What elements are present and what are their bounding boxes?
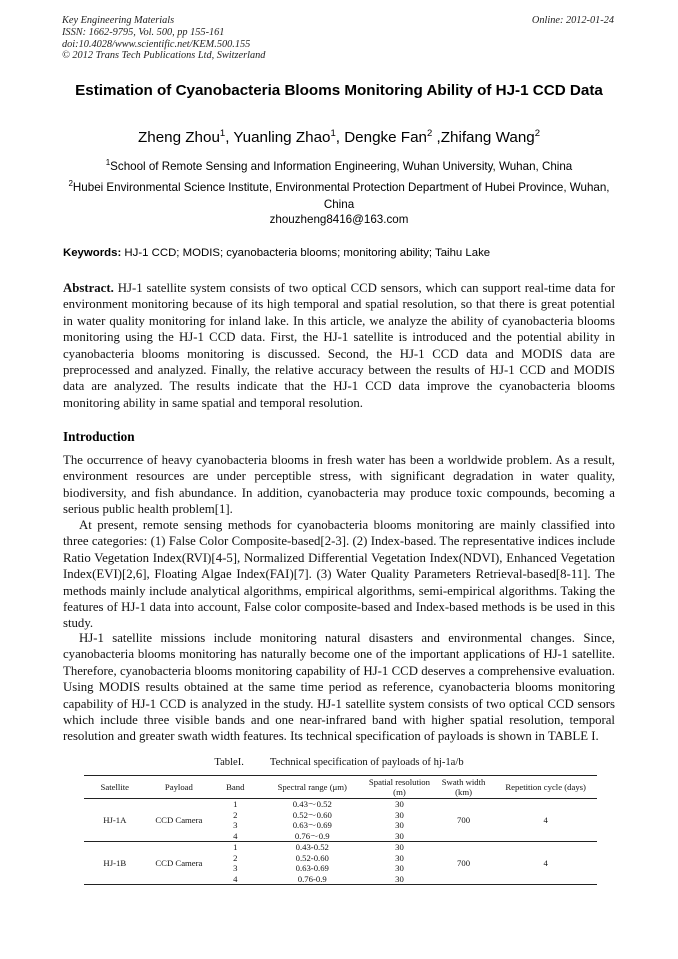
intro-paragraph-1: The occurrence of heavy cyanobacteria blooms in fresh water has been a worldwide problem. As a result, environment resources are under perceptible stress, with significant degradation in water quality, biodiversity, and fish abundance. In addition, cyanobacteria may produce toxic compounds, becoming a serious public health problem[1]. [63,453,615,517]
journal-name: Key Engineering Materials [62,15,175,26]
cell-payload: CCD Camera [146,799,213,842]
table-row [84,799,597,810]
cell-spectral-range: 0.52～0.60 [292,809,332,820]
abstract-text: HJ-1 satellite system consists of two optical CCD sensors, which can support real-time data for environment monitoring because of its high temporal and spatial resolution, so that there is great potential in water quality monitoring for inland lake. In this article, we analyze the ability of cyanobacteria blooms monitoring using the HJ-1 CCD data. First, the HJ-1 satellite is introduced and the potential ability in cyanobacteria blooms monitoring is discussed. Second, the HJ-1 CCD data and MODIS data are preprocessed and analyzed. Finally, the relative accuracy between the results of HJ-1 CCD and MODIS data are analyzed. The results indicate that the HJ-1 CCD data improve the cyanobacteria blooms monitoring ability in same spatial and temporal resolution. [63,281,615,410]
cell-resolution: 30 [395,809,404,820]
cell-spectral-range: 0.52-0.60 [295,852,329,863]
keywords [63,247,615,259]
keywords-text: HJ-1 CCD; MODIS; cyanobacteria blooms; monitoring ability; Taihu Lake [124,247,491,259]
cell-resolution: 30 [366,874,433,885]
journal-header [62,15,265,62]
author-email[interactable]: zhouzheng8416@163.com [269,213,409,226]
table-label: TableI. [214,757,244,768]
author-affiliation-mark: 1 [219,128,226,139]
table-row [84,842,597,853]
cell-payload: CCD Camera [146,842,213,885]
table-header-row [84,776,597,799]
copyright-line: © 2012 Trans Tech Publications Ltd, Switzerland [62,50,266,62]
cell-band: 2 [233,809,238,820]
cell-spectral-range: 0.43～0.52 [292,799,332,809]
affiliation-2: $^2$Hubei Environmental Science Institute, Environmental Protection Department of Hubei Province, Wuhan, China [68,179,610,211]
issn-line: ISSN: 1662-9795, Vol. 500, pp 155-161 [62,26,225,38]
cell-band: 1 [233,842,238,852]
author-affiliation-mark: 2 [534,128,541,139]
col-header-payload: Payload [146,776,213,799]
author-name: Dengke Fan [344,129,427,146]
intro-paragraph-2: At present, remote sensing methods for cyanobacteria blooms monitoring are mainly classified into three categories: (1) False Color Composite-based[2-3]. (2) Index-based. The representative indices include Ratio Vegetation Index(RVI)[4-5], Normalized Differential Vegetation Index(NDVI), Enhanced Vegetation Index(EVI)[2,6], Floating Algae Index(FAI)[7]. (3) Water Quality Parameters Retrieval-based[8-11]. The methods mainly include analytical algorithms, empirical algorithms, semi-empirical algorithms. Taking the features of HJ-1 data into account, False color composite-based and Index-based methods is be used in this study. [63,518,615,631]
abstract [63,280,615,411]
table-caption [0,757,678,768]
cell-resolution: 30 [395,863,404,873]
paper-title: Estimation of Cyanobacteria Blooms Monitoring Ability of HJ-1 CCD Data [75,82,603,99]
cell-repetition-cycle: 4 [494,842,597,885]
cell-band: 4 [212,874,258,885]
cell-resolution: 30 [395,852,404,863]
cell-band: 1 [233,799,238,809]
col-header-band: Band [212,776,258,799]
online-date: Online: 2012-01-24 [531,15,614,26]
col-header-spatial-resolution: Spatial resolution (m) [366,776,433,799]
cell-swath-width: 700 [433,799,495,842]
col-header-spectral-range: Spectral range (μm) [258,776,366,799]
cell-band: 2 [233,852,238,863]
cell-band: 3 [233,820,238,830]
col-header-swath-width: Swath width (km) [433,776,495,799]
author-affiliation-mark: 1 [330,128,336,139]
cell-spectral-range: 0.63-0.69 [295,863,329,873]
cell-band: 3 [233,863,238,873]
keywords-label: Keywords: [63,247,122,259]
table-caption-text: Technical specification of payloads of hj-1a/b [269,757,464,768]
doi-line[interactable]: doi:10.4028/www.scientific.net/KEM.500.155 [62,38,251,50]
cell-repetition-cycle: 4 [494,799,597,842]
cell-band: 4 [212,831,258,842]
author-name: Zhifang Wang [440,129,535,146]
cell-spectral-range: 0.76-0.9 [258,874,366,885]
author-name: Zheng Zhou [137,129,220,146]
cell-resolution: 30 [395,820,404,830]
cell-resolution: 30 [395,799,404,809]
abstract-label: Abstract. [63,281,114,295]
cell-resolution: 30 [395,842,404,852]
author-list: Zheng Zhou$^1$, Yuanling Zhao$^1$, Dengke Fan$^2$ ,Zhifang Wang$^2$ [137,128,541,146]
col-header-satellite: Satellite [84,776,146,799]
cell-resolution: 30 [366,831,433,842]
affiliation-1: $^1$School of Remote Sensing and Information Engineering, Wuhan University, Wuhan, China [105,158,573,173]
cell-spectral-range: 0.43-0.52 [295,842,329,852]
author-affiliation-mark: 2 [426,128,433,139]
intro-paragraph-3: HJ-1 satellite missions include monitoring natural disasters and environmental changes. Since, cyanobacteria blooms monitoring has naturally become one of the important applications of HJ-1 satellite. Therefore, cyanobacteria blooms monitoring capability of HJ-1 CCD deserves a comprehensive evaluation. Using MODIS results obtained at the same time period as reference, cyanobacteria blooms monitoring capability of HJ-1 CCD is analyzed in the study. HJ-1 satellite system consists of two optical CCD sensors which include three visible bands and one near-infrared band with higher spatial resolution, temporal resolution and greater swath width features. Its technical specification of payloads is shown in TABLE I. [63,631,615,744]
cell-spectral-range: 0.76～0.9 [258,831,366,842]
cell-swath-width: 700 [433,842,495,885]
cell-spectral-range: 0.63～0.69 [292,820,332,830]
cell-satellite: HJ-1A [84,799,146,842]
payload-spec-table [84,775,597,885]
author-name: Yuanling Zhao [233,129,331,146]
cell-satellite: HJ-1B [84,842,146,885]
col-header-repetition-cycle: Repetition cycle (days) [494,776,597,799]
section-heading-introduction: Introduction [63,429,135,444]
